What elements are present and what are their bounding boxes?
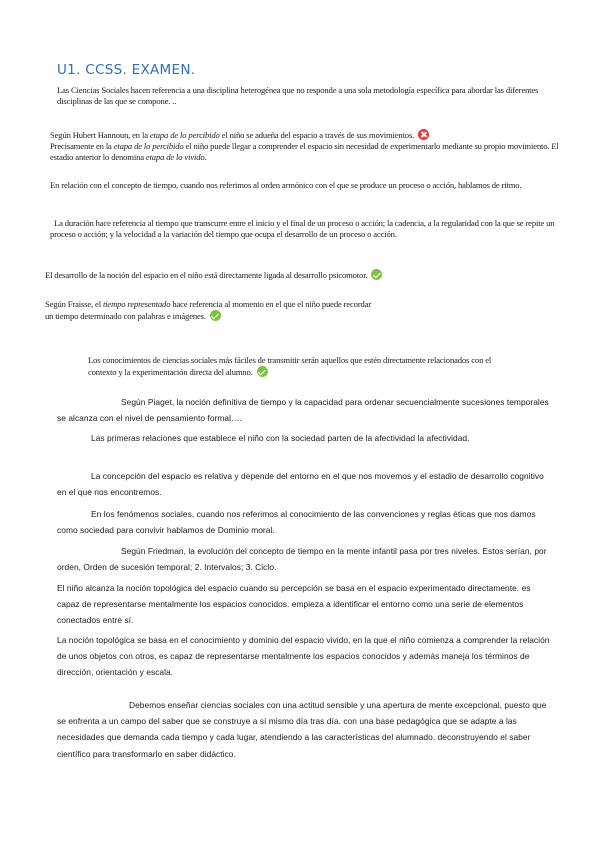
text: Los conocimientos de ciencias sociales más fáciles de transmitir serán aquellos que estén directamente relacionados con el contexto y la experimentación directa del alumno.: [88, 355, 492, 378]
text: Según Fraisse, el: [45, 299, 103, 309]
emphasis: etapa de lo percibido: [149, 130, 220, 140]
emphasis: etapa de lo percibido: [113, 141, 184, 152]
page-title: U1. CCSS. EXAMEN.: [57, 62, 196, 78]
paragraph-2: [50, 129, 560, 164]
text: hace referencia al momento en el que el niño puede recordar: [170, 299, 372, 309]
text: un tiempo determinado con palabras e imágenes.: [45, 311, 206, 322]
paragraph-9: Las primeras relaciones que establece el niño con la sociedad parten de la afectividad la afectividad.: [91, 433, 470, 443]
paragraph-8: Según Piaget, la noción definitiva de tiempo y la capacidad para ordenar secuencialmente sucesiones temporales se alcanza con el nivel de pensamiento formal….: [57, 397, 549, 424]
text: El desarrollo de la noción del espacio en el niño está directamente ligada al desarrollo psicomotor.: [45, 270, 368, 280]
paragraph-12: Según Friedman, la evolución del concepto de tiempo en la mente infantil pasa por tres niveles. Estos serían, por orden, Orden de sucesión temporal; 2. Intervalos; 3. Ciclo.: [57, 546, 547, 573]
paragraph-5: [45, 269, 560, 281]
text: Según Hubert Hannoun, en la: [50, 130, 150, 140]
paragraph-4: La duración hace referencia al tiempo que transcurre entre el inicio y el final de un proceso o acción; la cadencia, a la regularidad con la que se repite un proceso o acción; y la velocidad a la variación del tiempo que ocupa el desarrollo de un proceso o acción.: [50, 218, 555, 240]
correct-icon: [371, 269, 382, 280]
paragraph-13: El niño alcanza la noción topológica del espacio cuando su percepción se basa en el espacio experimentado directamente. es capaz de representarse mentalmente los espacios conocidos. empieza a identificar el entorno como una serie de elementos conectados entre sí.: [57, 583, 531, 626]
paragraph-6: [45, 299, 560, 322]
paragraph-1: Las Ciencias Sociales hacen referencia a una disciplina heterogénea que no responde a una sola metodología específica para abordar las diferentes disciplinas de las que se compone. ..: [57, 85, 539, 107]
text: Precisamente en la: [50, 141, 114, 152]
text: el niño se adueña del espacio a través de sus movimientos.: [219, 130, 415, 140]
text: el niño puede llegar a comprender el espacio sin necesidad de experimentarlo mediante su propio movimiento. El estadio anterior lo denomina: [50, 141, 559, 163]
paragraph-3: En relación con el concepto de tiempo, cuando nos referimos al orden armónico con el que se produce un proceso o acción, hablamos de ritmo.: [50, 180, 522, 190]
text: .: [204, 152, 207, 163]
correct-icon: [210, 310, 221, 321]
correct-icon: [257, 366, 268, 377]
paragraph-11: En los fenómenos sociales, cuando nos referimos al conocimiento de las convenciones y reglas éticas que nos damos como sociedad para convivir hablamos de Dominio moral.: [57, 509, 536, 536]
paragraph-7: [88, 355, 518, 378]
emphasis: etapa de lo vivido: [145, 152, 205, 163]
incorrect-icon: [418, 129, 429, 140]
paragraph-15: Debemos enseñar ciencias sociales con una actitud sensible y una apertura de mente excepcional, puesto que se enfrenta a un campo del saber que se construye a sí mismo día tras día. con una base pedagógica que se adapte a las necesidades que demanda cada tiempo y cada lugar, atendiendo a las características del alumnado. deconstruyendo el saber científico para transformarlo en saber didáctico.: [57, 700, 547, 759]
emphasis: tiempo representado: [102, 299, 171, 309]
paragraph-10: La concepción del espacio es relativa y depende del entorno en el que nos movemos y el estadio de desarrollo cognitivo en el que nos encontremos.: [57, 471, 544, 498]
paragraph-14: La noción topológica se basa en el conocimiento y dominio del espacio vivido, en la que el niño comienza a comprender la relación de unos objetos con otros, es capaz de representarse mentalmente los espacios conocidos y además maneja los términos de dirección, orientación y escala.: [57, 635, 550, 678]
